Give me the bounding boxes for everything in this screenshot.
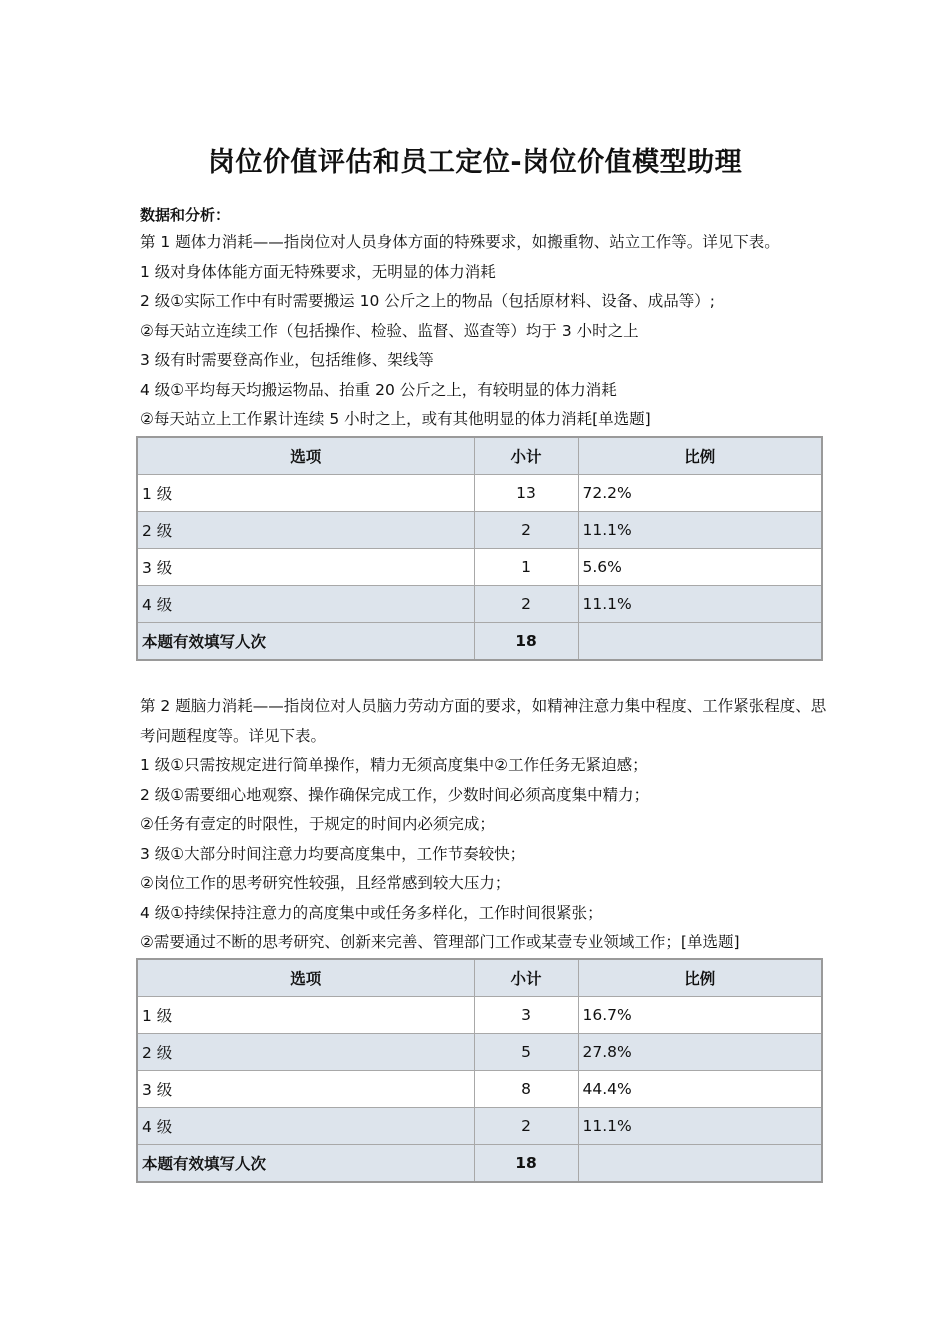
count-cell: 2: [474, 512, 578, 549]
total-empty-cell: [578, 1145, 822, 1183]
count-cell: 2: [474, 586, 578, 623]
q2-line: 1 级①只需按规定进行简单操作，精力无须高度集中②工作任务无紧迫感；: [140, 756, 648, 774]
table-row: [137, 549, 822, 586]
q2-line: 第 2 题脑力消耗——指岗位对人员脑力劳动方面的要求，如精神注意力集中程度、工作紧张程度、思考问题程度等。详见下表。: [140, 697, 827, 745]
q2-line: 2 级①需要细心地观察、操作确保完成工作，少数时间必须高度集中精力；: [140, 785, 650, 804]
page-title: 岗位价值评估和员工定位-岗位价值模型助理: [207, 147, 743, 178]
q1-line: 第 1 题体力消耗——指岗位对人员身体方面的特殊要求，如搬重物、站立工作等。详见下表。: [140, 233, 780, 251]
option-cell: 3 级: [137, 549, 474, 586]
ratio-cell: 11.1%: [578, 512, 822, 549]
header-option: 选项: [137, 959, 474, 997]
header-option: 选项: [137, 437, 474, 475]
table-row: [137, 475, 822, 512]
ratio-cell: 27.8%: [578, 1034, 822, 1071]
table-header-row: [137, 959, 822, 997]
table-row: [137, 997, 822, 1034]
count-cell: 13: [474, 475, 578, 512]
q1-line: 3 级有时需要登高作业，包括维修、架线等: [140, 351, 434, 369]
q1-line: ②每天站立连续工作（包括操作、检验、监督、巡查等）均于 3 小时之上: [140, 321, 639, 340]
q2-results-table: [136, 958, 823, 1183]
total-label-cell: 本题有效填写人次: [137, 623, 474, 661]
count-cell: 1: [474, 549, 578, 586]
option-cell: 4 级: [137, 586, 474, 623]
table-total-row: [137, 623, 822, 661]
ratio-cell: 16.7%: [578, 997, 822, 1034]
count-cell: 3: [474, 997, 578, 1034]
table-header-row: [137, 437, 822, 475]
total-count-cell: 18: [474, 1145, 578, 1183]
count-cell: 2: [474, 1108, 578, 1145]
option-cell: 2 级: [137, 512, 474, 549]
q2-line: ②需要通过不断的思考研究、创新来完善、管理部门工作或某壹专业领域工作；[单选题]: [140, 933, 740, 951]
table-row: [137, 586, 822, 623]
section-label: 数据和分析：: [140, 206, 231, 224]
table-row: [137, 512, 822, 549]
q2-line: 3 级①大部分时间注意力均要高度集中，工作节奏较快；: [140, 844, 526, 863]
ratio-cell: 72.2%: [578, 475, 822, 512]
total-label-cell: 本题有效填写人次: [137, 1145, 474, 1183]
q2-line: ②任务有壹定的时限性，于规定的时间内必须完成；: [140, 815, 495, 833]
count-cell: 5: [474, 1034, 578, 1071]
header-ratio: 比例: [578, 437, 822, 475]
option-cell: 2 级: [137, 1034, 474, 1071]
q2-description: [140, 692, 830, 958]
option-cell: 1 级: [137, 997, 474, 1034]
table-row: [137, 1071, 822, 1108]
q1-description: [140, 228, 830, 435]
option-cell: 4 级: [137, 1108, 474, 1145]
table-row: [137, 1034, 822, 1071]
ratio-cell: 5.6%: [578, 549, 822, 586]
q1-results-table: [136, 436, 823, 661]
count-cell: 8: [474, 1071, 578, 1108]
q1-line: 1 级对身体体能方面无特殊要求，无明显的体力消耗: [140, 262, 496, 281]
header-count: 小计: [474, 437, 578, 475]
table-total-row: [137, 1145, 822, 1183]
header-ratio: 比例: [578, 959, 822, 997]
header-count: 小计: [474, 959, 578, 997]
q2-line: ②岗位工作的思考研究性较强，且经常感到较大压力；: [140, 874, 511, 892]
table-row: [137, 1108, 822, 1145]
option-cell: 3 级: [137, 1071, 474, 1108]
ratio-cell: 11.1%: [578, 586, 822, 623]
total-count-cell: 18: [474, 623, 578, 661]
total-empty-cell: [578, 623, 822, 661]
q2-line: 4 级①持续保持注意力的高度集中或任务多样化，工作时间很紧张；: [140, 903, 603, 922]
q1-line: ②每天站立上工作累计连续 5 小时之上，或有其他明显的体力消耗[单选题]: [140, 410, 651, 428]
ratio-cell: 11.1%: [578, 1108, 822, 1145]
q1-line: 2 级①实际工作中有时需要搬运 10 公斤之上的物品（包括原材料、设备、成品等）;: [140, 292, 715, 310]
q1-line: 4 级①平均每天均搬运物品、抬重 20 公斤之上，有较明显的体力消耗: [140, 380, 617, 399]
option-cell: 1 级: [137, 475, 474, 512]
ratio-cell: 44.4%: [578, 1071, 822, 1108]
